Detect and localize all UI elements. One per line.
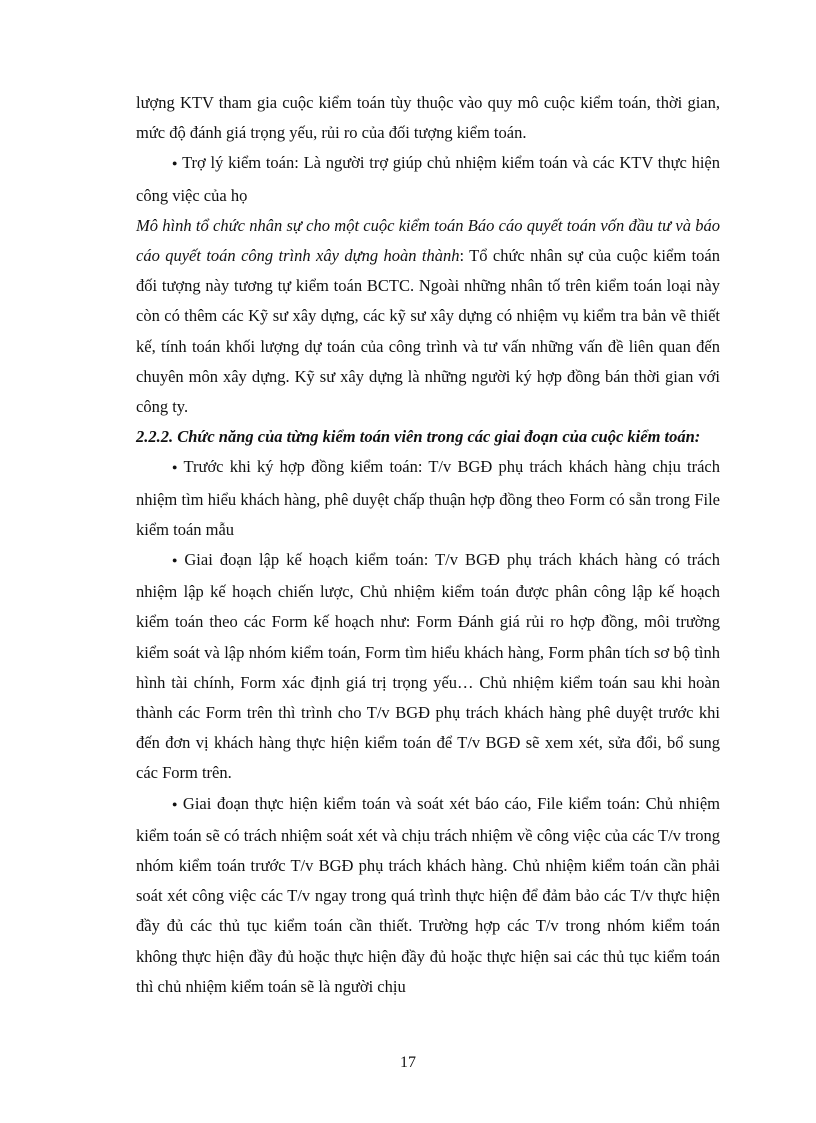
- paragraph-personnel-model: [136, 211, 720, 422]
- bullet-planning-stage: ● Giai đoạn lập kế hoạch kiểm toán: T/v BGĐ phụ trách khách hàng có trách nhiệm lập kế hoạch chiến lược, Chủ nhiệm kiểm toán được phân công lập kế hoạch kiểm toán theo các Form kế hoạch như: Form Đánh giá rủi ro hợp đồng, môi trường kiểm soát và lập nhóm kiểm toán, Form tìm hiểu khách hàng, Form phân tích sơ bộ tình hình tài chính, Form xác định giá trị trọng yếu… Chủ nhiệm kiểm toán sau khi hoàn thành các Form trên thì trình cho T/v BGĐ phụ trách khách hàng phê duyệt trước khi đến đơn vị khách hàng thực hiện kiểm toán để T/v BGĐ sẽ xem xét, sửa đổi, bổ sung các Form trên.: [136, 545, 720, 789]
- document-body: [136, 88, 720, 1002]
- paragraph-continuation: lượng KTV tham gia cuộc kiểm toán tùy thuộc vào quy mô cuộc kiểm toán, thời gian, mức độ đánh giá trọng yếu, rủi ro của đối tượng kiểm toán.: [136, 93, 720, 143]
- section-heading: 2.2.2. Chức năng của từng kiểm toán viên trong các giai đoạn của cuộc kiểm toán:: [136, 427, 701, 447]
- page-number: 17: [400, 1054, 416, 1071]
- bullet-assistant-auditor: ● Trợ lý kiểm toán: Là người trợ giúp chủ nhiệm kiểm toán và các KTV thực hiện công việc của họ: [136, 148, 720, 210]
- bullet-before-contract: ● Trước khi ký hợp đồng kiểm toán: T/v BGĐ phụ trách khách hàng chịu trách nhiệm tìm hiểu khách hàng, phê duyệt chấp thuận hợp đồng theo Form có sẵn trong File kiểm toán mẫu: [136, 452, 720, 545]
- personnel-model-title: Mô hình tổ chức nhân sự cho một cuộc kiểm toán Báo cáo quyết toán vốn đầu tư và báo cáo quyết toán công trình xây dựng hoàn thành: [136, 215, 720, 266]
- personnel-model-text: : Tổ chức nhân sự của cuộc kiểm toán đối tượng này tương tự kiểm toán BCTC. Ngoài những nhân tố trên kiểm toán loại này còn có thêm các Kỹ sư xây dựng, các kỹ sư xây dựng có nhiệm vụ kiểm tra bản vẽ thiết kế, tính toán khối lượng dự toán của công trình và tư vấn những vấn đề liên quan đến chuyên môn xây dựng. Kỹ sư xây dựng là những người ký hợp đồng bán thời gian với công ty.: [136, 246, 720, 417]
- bullet-execution-stage: ● Giai đoạn thực hiện kiểm toán và soát xét báo cáo, File kiểm toán: Chủ nhiệm kiểm toán sẽ có trách nhiệm soát xét và chịu trách nhiệm về công việc của các T/v trong nhóm kiểm toán trước T/v BGĐ phụ trách khách hàng. Chủ nhiệm kiểm toán cần phải soát xét công việc các T/v ngay trong quá trình thực hiện để đảm bảo các T/v thực hiện đầy đủ các thủ tục kiểm toán cần thiết. Trường hợp các T/v trong nhóm kiểm toán không thực hiện đầy đủ hoặc thực hiện đầy đủ hoặc thực hiện sai các thủ tục kiểm toán thì chủ nhiệm kiểm toán sẽ là người chịu: [136, 789, 720, 1002]
